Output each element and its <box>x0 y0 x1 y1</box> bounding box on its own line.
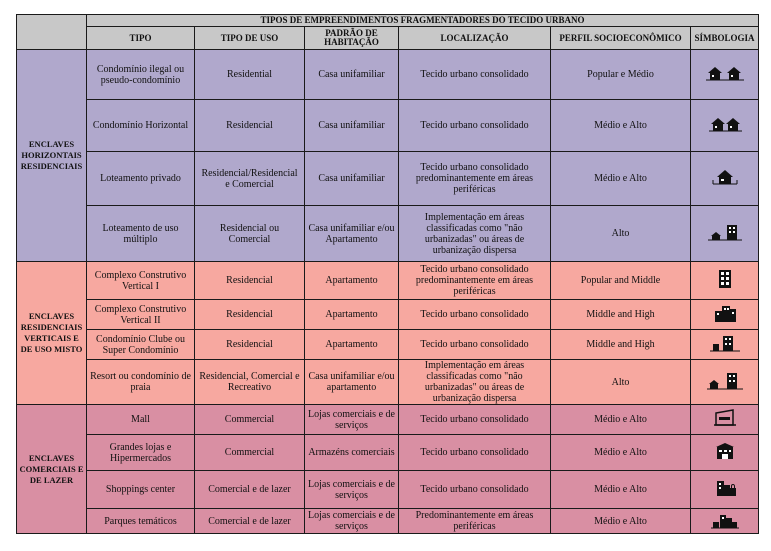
group-label-horizontais: ENCLAVES HORIZONTAIS RESIDENCIAIS <box>17 50 87 262</box>
cell-localizacao: Tecido urbano consolidado predominantemente em áreas periféricas <box>399 152 551 206</box>
cell-tipo: Loteamento privado <box>87 152 195 206</box>
cell-uso: Residencial <box>195 100 305 152</box>
cell-perfil: Alto <box>551 360 691 405</box>
enclaves-table <box>16 14 759 534</box>
cell-perfil: Alto <box>551 206 691 262</box>
cell-padrao: Casa unifamiliar <box>305 50 399 100</box>
header-tipo: TIPO <box>87 27 195 50</box>
cell-uso: Comercial e de lazer <box>195 509 305 534</box>
cell-icon <box>691 206 759 262</box>
cell-icon <box>691 50 759 100</box>
cell-tipo: Complexo Construtivo Vertical II <box>87 300 195 330</box>
group-label-verticais: ENCLAVES RESIDENCIAIS VERTICAIS E DE USO MISTO <box>17 262 87 405</box>
cell-localizacao: Tecido urbano consolidado <box>399 50 551 100</box>
table-row <box>17 471 759 509</box>
cell-uso: Commercial <box>195 405 305 435</box>
group-label-comerciais: ENCLAVES COMERCIAIS E DE LAZER <box>17 405 87 534</box>
cell-localizacao: Implementação em áreas classificadas como "não urbanizadas" ou áreas de urbanização dispersa <box>399 360 551 405</box>
header-simbologia: SÍMBOLOGIA <box>691 27 759 50</box>
cell-localizacao: Tecido urbano consolidado predominantemente em áreas periféricas <box>399 262 551 300</box>
cell-tipo: Condomínio Clube ou Super Condomínio <box>87 330 195 360</box>
cell-uso: Residencial, Comercial e Recreativo <box>195 360 305 405</box>
table-row <box>17 360 759 405</box>
cell-icon <box>691 262 759 300</box>
cell-localizacao: Tecido urbano consolidado <box>399 435 551 471</box>
cell-tipo: Complexo Construtivo Vertical I <box>87 262 195 300</box>
table-row <box>17 330 759 360</box>
header-row <box>17 27 759 50</box>
resort-icon <box>705 371 745 391</box>
cell-localizacao: Tecido urbano consolidado <box>399 300 551 330</box>
table-row <box>17 509 759 534</box>
cell-icon <box>691 405 759 435</box>
cell-padrao: Apartamento <box>305 330 399 360</box>
cell-perfil: Middle and High <box>551 330 691 360</box>
cell-perfil: Médio e Alto <box>551 100 691 152</box>
cell-uso: Residencial <box>195 300 305 330</box>
cell-tipo: Loteamento de uso múltiplo <box>87 206 195 262</box>
cell-icon <box>691 360 759 405</box>
cell-icon <box>691 471 759 509</box>
cell-perfil: Médio e Alto <box>551 471 691 509</box>
single-house-icon <box>705 167 745 187</box>
cell-localizacao: Tecido urbano consolidado <box>399 100 551 152</box>
title-row <box>17 15 759 27</box>
apartment-tower-icon <box>705 269 745 289</box>
cell-perfil: Médio e Alto <box>551 405 691 435</box>
table-row <box>17 50 759 100</box>
cell-localizacao: Tecido urbano consolidado <box>399 471 551 509</box>
cell-tipo: Mall <box>87 405 195 435</box>
cell-localizacao: Predominantemente em áreas periféricas <box>399 509 551 534</box>
cell-uso: Residencial ou Comercial <box>195 206 305 262</box>
two-houses-icon <box>705 63 745 83</box>
cell-padrao: Casa unifamiliar e/ou Apartamento <box>305 206 399 262</box>
cell-uso: Commercial <box>195 435 305 471</box>
club-condo-icon <box>705 333 745 353</box>
cell-icon <box>691 435 759 471</box>
mall-icon <box>705 408 745 428</box>
tower-cluster-icon <box>705 303 745 323</box>
cell-padrao: Casa unifamiliar <box>305 100 399 152</box>
table-row <box>17 435 759 471</box>
cell-icon <box>691 152 759 206</box>
cell-uso: Residential <box>195 50 305 100</box>
header-localizacao: LOCALIZAÇÃO <box>399 27 551 50</box>
cell-tipo: Shoppings center <box>87 471 195 509</box>
cell-tipo: Condomínio ilegal ou pseudo-condomínio <box>87 50 195 100</box>
cell-perfil: Popular e Médio <box>551 50 691 100</box>
cell-localizacao: Implementação em áreas classificadas como "não urbanizadas" ou áreas de urbanização dispersa <box>399 206 551 262</box>
cell-tipo: Grandes lojas e Hipermercados <box>87 435 195 471</box>
cell-tipo: Condomínio Horizontal <box>87 100 195 152</box>
cell-uso: Residencial <box>195 330 305 360</box>
cell-perfil: Médio e Alto <box>551 509 691 534</box>
cell-localizacao: Tecido urbano consolidado <box>399 405 551 435</box>
table-title: TIPOS DE EMPREENDIMENTOS FRAGMENTADORES DO TECIDO URBANO <box>87 15 759 27</box>
cell-uso: Residencial/Residencial e Comercial <box>195 152 305 206</box>
gated-houses-icon <box>705 114 745 134</box>
cell-icon <box>691 100 759 152</box>
cell-padrao: Apartamento <box>305 262 399 300</box>
cell-padrao: Armazéns comerciais <box>305 435 399 471</box>
shopping-center-icon <box>705 478 745 498</box>
cell-padrao: Apartamento <box>305 300 399 330</box>
header-perfil: PERFIL SOCIOECONÔMICO <box>551 27 691 50</box>
cell-tipo: Resort ou condomínio de praia <box>87 360 195 405</box>
table-row <box>17 152 759 206</box>
cell-perfil: Médio e Alto <box>551 435 691 471</box>
cell-icon <box>691 509 759 534</box>
table-row <box>17 100 759 152</box>
cell-perfil: Popular and Middle <box>551 262 691 300</box>
cell-icon <box>691 300 759 330</box>
cell-perfil: Middle and High <box>551 300 691 330</box>
mixed-development-icon <box>705 222 745 242</box>
cell-icon <box>691 330 759 360</box>
table-row <box>17 405 759 435</box>
cell-tipo: Parques temáticos <box>87 509 195 534</box>
cell-uso: Comercial e de lazer <box>195 471 305 509</box>
hypermarket-icon <box>705 441 745 461</box>
cell-padrao: Casa unifamiliar e/ou apartamento <box>305 360 399 405</box>
table-row <box>17 262 759 300</box>
table-row <box>17 300 759 330</box>
theme-park-icon <box>705 510 745 530</box>
cell-localizacao: Tecido urbano consolidado <box>399 330 551 360</box>
cell-perfil: Médio e Alto <box>551 152 691 206</box>
header-tipo-de-uso: TIPO DE USO <box>195 27 305 50</box>
header-padrao: PADRÃO DE HABITAÇÃO <box>305 27 399 50</box>
cell-padrao: Lojas comerciais e de serviços <box>305 405 399 435</box>
cell-padrao: Casa unifamiliar <box>305 152 399 206</box>
cell-padrao: Lojas comerciais e de serviços <box>305 509 399 534</box>
corner-cell <box>17 15 87 50</box>
table-row <box>17 206 759 262</box>
cell-padrao: Lojas comerciais e de serviços <box>305 471 399 509</box>
cell-uso: Residencial <box>195 262 305 300</box>
